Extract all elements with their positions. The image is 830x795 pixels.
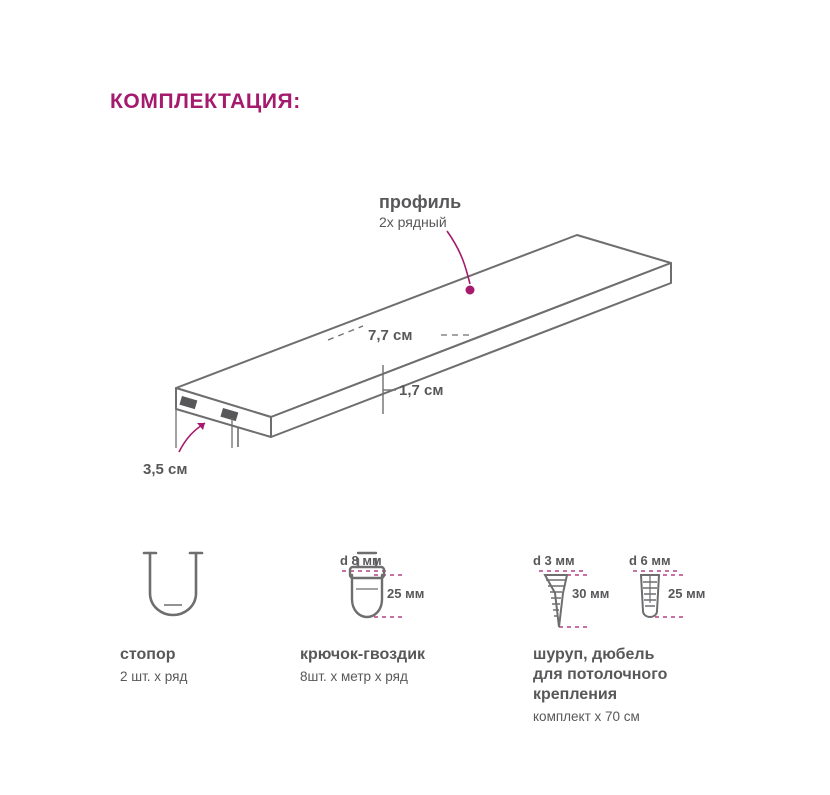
dowel-diameter-tag: d 6 мм <box>629 553 671 568</box>
screw-dowel-title-3: крепления <box>533 686 618 703</box>
screw-length-tag: 30 мм <box>572 586 610 601</box>
hook-nail-subtitle: 8шт. х метр х ряд <box>300 669 408 684</box>
dimension-label-width: 7,7 см <box>368 327 413 344</box>
stopper-caption <box>120 645 285 686</box>
hook-nail-caption <box>300 645 515 686</box>
parts-row <box>0 545 830 775</box>
screw-dowel-subtitle: комплект х 70 см <box>533 709 640 724</box>
stopper-subtitle: 2 шт. х ряд <box>120 669 188 684</box>
profile-callout-label <box>379 192 461 231</box>
hook-diameter-tag: d 8 мм <box>340 553 382 568</box>
stopper-icon <box>120 545 285 640</box>
dimension-label-thickness: 1,7 см <box>399 382 444 399</box>
profile-callout-title: профиль <box>379 192 462 212</box>
hook-nail-title: крючок-гвоздик <box>300 646 426 663</box>
hook-length-tag: 25 мм <box>387 586 425 601</box>
profile-callout-subtitle: 2х рядный <box>379 213 447 230</box>
profile-rail-drawing <box>176 235 671 447</box>
screw-diameter-tag: d 3 мм <box>533 553 575 568</box>
stopper-title: стопор <box>120 646 176 663</box>
page-title: КОМПЛЕКТАЦИЯ: <box>110 90 301 113</box>
dowel-length-tag: 25 мм <box>668 586 706 601</box>
screw-dowel-title-1: шуруп, дюбель <box>533 646 655 663</box>
screw-dowel-caption <box>533 645 783 726</box>
part-stopper <box>120 545 285 684</box>
dimension-label-depth: 3,5 см <box>143 461 188 478</box>
screw-dowel-title-2: для потолочного <box>533 666 668 683</box>
